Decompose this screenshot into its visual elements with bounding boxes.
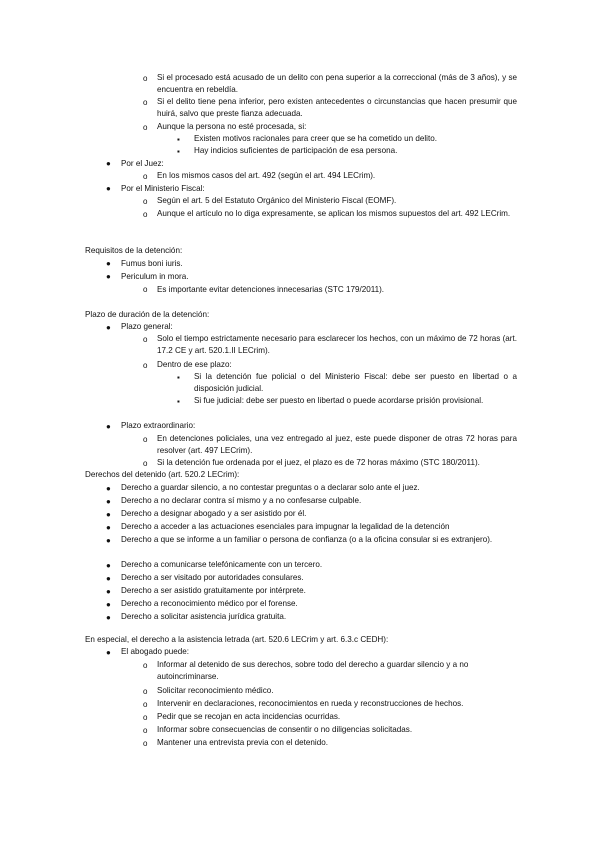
bullet-icon: ● bbox=[106, 613, 111, 622]
list-item: Derecho a que se informe a un familiar o persona de confianza (o a la oficina consular si es extranjero). bbox=[121, 535, 493, 544]
text-line: Si el delito tiene pena inferior, pero existen antecedentes o circunstancias que hacen presumir que huirá, salvo que preste fianza adecuada. bbox=[157, 97, 517, 118]
circle-bullet-icon: o bbox=[143, 74, 148, 83]
bullet-icon: ● bbox=[106, 574, 111, 583]
text-line: Si el procesado está acusado de un delito con pena superior a la correccional (más de 3 años), y se encuentra en rebeldía. bbox=[157, 73, 517, 94]
circle-bullet-icon: o bbox=[143, 661, 148, 670]
circle-bullet-icon: o bbox=[143, 361, 148, 370]
square-bullet-icon: ▪ bbox=[177, 135, 180, 144]
text-line: Aunque la persona no esté procesada, si: bbox=[157, 122, 307, 131]
bullet-icon: ● bbox=[106, 510, 111, 519]
square-bullet-icon: ▪ bbox=[177, 397, 180, 406]
list-item: Derecho a comunicarse telefónicamente con un tercero. bbox=[121, 560, 323, 569]
bullet-icon: ● bbox=[106, 184, 111, 193]
list-item: Derecho a designar abogado y a ser asistido por él. bbox=[121, 509, 307, 518]
section-heading: Requisitos de la detención: bbox=[85, 246, 183, 255]
text-line: Si la detención fue policial o del Ministerio Fiscal: debe ser puesto en libertad o a disposición judicial. bbox=[194, 372, 517, 393]
bullet-icon: ● bbox=[106, 648, 111, 657]
list-item: Derecho a no declarar contra sí mismo y a no confesarse culpable. bbox=[121, 496, 362, 505]
text-line: Dentro de ese plazo: bbox=[157, 360, 232, 369]
list-item: Mantener una entrevista previa con el detenido. bbox=[157, 738, 328, 747]
list-item: Derecho a guardar silencio, a no contestar preguntas o a declarar solo ante el juez. bbox=[121, 483, 420, 492]
text-line: Solo el tiempo estrictamente necesario para esclarecer los hechos, con un máximo de 72 horas (art. 17.2 CE y art. 520.1.II LECrim). bbox=[157, 334, 517, 355]
list-item: Solicitar reconocimiento médico. bbox=[157, 686, 274, 695]
bullet-icon: ● bbox=[106, 259, 111, 268]
bullet-icon: ● bbox=[106, 484, 111, 493]
bullet-icon: ● bbox=[106, 159, 111, 168]
list-item: Derecho a acceder a las actuaciones esenciales para impugnar la legalidad de la detención bbox=[121, 522, 450, 531]
text-line: Periculum in mora. bbox=[121, 272, 189, 281]
list-item: Derecho a ser asistido gratuitamente por intérprete. bbox=[121, 586, 306, 595]
text-line: Por el Juez: bbox=[121, 159, 164, 168]
bullet-icon: ● bbox=[106, 272, 111, 281]
circle-bullet-icon: o bbox=[143, 197, 148, 206]
text-line: Existen motivos racionales para creer que se ha cometido un delito. bbox=[194, 134, 437, 143]
circle-bullet-icon: o bbox=[143, 739, 148, 748]
text-line: Por el Ministerio Fiscal: bbox=[121, 184, 205, 193]
text-line: Si fue judicial: debe ser puesto en libertad o puede acordarse prisión provisional. bbox=[194, 396, 484, 405]
text-line: Plazo general: bbox=[121, 322, 173, 331]
text-line: En los mismos casos del art. 492 (según el art. 494 LECrim). bbox=[157, 171, 376, 180]
bullet-icon: ● bbox=[106, 561, 111, 570]
list-item: Derecho a solicitar asistencia jurídica gratuita. bbox=[121, 612, 287, 621]
section-heading: En especial, el derecho a la asistencia letrada (art. 520.6 LECrim y art. 6.3.c CEDH): bbox=[85, 635, 389, 644]
circle-bullet-icon: o bbox=[143, 98, 148, 107]
circle-bullet-icon: o bbox=[143, 713, 148, 722]
list-item: Derecho a ser visitado por autoridades consulares. bbox=[121, 573, 304, 582]
text-line: Es importante evitar detenciones innecesarias (STC 179/2011). bbox=[157, 285, 385, 294]
bullet-icon: ● bbox=[106, 600, 111, 609]
bullet-icon: ● bbox=[106, 323, 111, 332]
circle-bullet-icon: o bbox=[143, 700, 148, 709]
square-bullet-icon: ▪ bbox=[177, 147, 180, 156]
text-line: Aunque el artículo no lo diga expresamente, se aplican los mismos supuestos del art. 492 LECrim. bbox=[157, 209, 511, 218]
list-item: Informar sobre consecuencias de consentir o no diligencias solicitadas. bbox=[157, 725, 413, 734]
circle-bullet-icon: o bbox=[143, 285, 148, 294]
bullet-icon: ● bbox=[106, 536, 111, 545]
text-line: Si la detención fue ordenada por el juez, el plazo es de 72 horas máximo (STC 180/2011). bbox=[157, 458, 480, 467]
circle-bullet-icon: o bbox=[143, 123, 148, 132]
list-item: Informar al detenido de sus derechos, sobre todo del derecho a guardar silencio y a no autoincriminarse. bbox=[157, 660, 469, 681]
circle-bullet-icon: o bbox=[143, 335, 148, 344]
text-line: El abogado puede: bbox=[121, 647, 189, 656]
list-item: Intervenir en declaraciones, reconocimientos en rueda y reconstrucciones de hechos. bbox=[157, 699, 464, 708]
bullet-icon: ● bbox=[106, 587, 111, 596]
circle-bullet-icon: o bbox=[143, 210, 148, 219]
circle-bullet-icon: o bbox=[143, 435, 148, 444]
text-line: Plazo extraordinario: bbox=[121, 421, 196, 430]
bullet-icon: ● bbox=[106, 497, 111, 506]
section-heading: Plazo de duración de la detención: bbox=[85, 310, 210, 319]
square-bullet-icon: ▪ bbox=[177, 373, 180, 382]
text-line: Según el art. 5 del Estatuto Orgánico del Ministerio Fiscal (EOMF). bbox=[157, 196, 397, 205]
text-line: En detenciones policiales, una vez entregado al juez, este puede disponer de otras 72 horas para resolver (art. 497 LECrim). bbox=[157, 434, 517, 455]
section-heading: Derechos del detenido (art. 520.2 LECrim): bbox=[85, 470, 240, 479]
bullet-icon: ● bbox=[106, 523, 111, 532]
circle-bullet-icon: o bbox=[143, 687, 148, 696]
list-item: Derecho a reconocimiento médico por el forense. bbox=[121, 599, 298, 608]
bullet-icon: ● bbox=[106, 422, 111, 431]
text-line: Fumus boni iuris. bbox=[121, 259, 183, 268]
text-line: Hay indicios suficientes de participación de esa persona. bbox=[194, 146, 398, 155]
list-item: Pedir que se recojan en acta incidencias ocurridas. bbox=[157, 712, 341, 721]
circle-bullet-icon: o bbox=[143, 726, 148, 735]
circle-bullet-icon: o bbox=[143, 459, 148, 468]
circle-bullet-icon: o bbox=[143, 172, 148, 181]
